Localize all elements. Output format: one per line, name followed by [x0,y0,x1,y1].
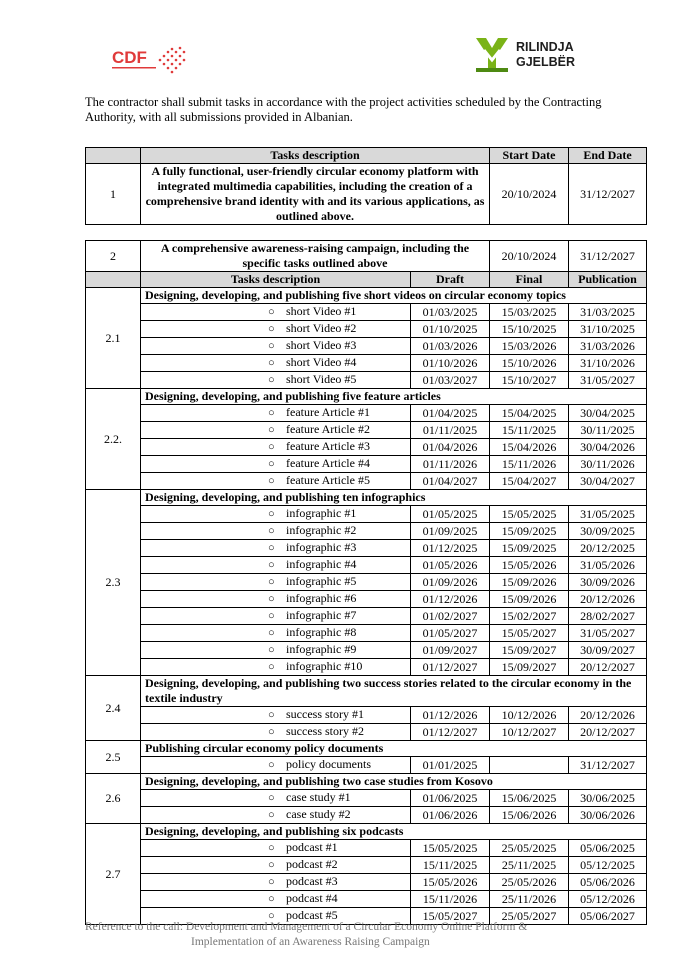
subtask-name: podcast #1 [286,840,338,854]
subtask-final-date [490,757,569,774]
task-group-row [86,490,647,506]
subtask-publication-date: 20/12/2025 [569,540,647,557]
subtask-publication-date: 31/05/2027 [569,625,647,642]
campaign-description: A comprehensive awareness-raising campaign, including the specific tasks outlined above [141,241,490,272]
subtask-row [86,608,647,625]
subtask-name-cell [141,439,411,456]
cdf-logo-text: CDF [112,48,147,67]
subtask-row [86,321,647,338]
subtask-label [268,473,396,489]
bullet-circle-icon: ○ [268,910,275,922]
subtask-row [86,574,647,591]
tasks-table-1 [85,147,647,225]
subtask-label [268,405,396,421]
subtask-row [86,807,647,824]
bullet-circle-icon: ○ [268,424,275,436]
task-group-row [86,774,647,790]
subtask-publication-date: 05/12/2025 [569,857,647,874]
cdf-logo [112,36,192,78]
subtask-label [268,523,396,539]
subtask-publication-date: 20/12/2027 [569,724,647,741]
subtask-name: infographic #1 [286,506,357,520]
subtask-final-date: 15/02/2027 [490,608,569,625]
subtask-draft-date: 01/11/2026 [411,456,490,473]
subtask-label [268,807,396,823]
campaign-number: 2 [86,241,141,272]
subtask-name-cell [141,790,411,807]
subtask-final-date: 15/04/2025 [490,405,569,422]
subtask-row [86,506,647,523]
header-end-date: End Date [569,148,647,164]
bullet-circle-icon: ○ [268,576,275,588]
header-start-date: Start Date [490,148,569,164]
subtask-row [86,540,647,557]
subtask-publication-date: 20/12/2026 [569,591,647,608]
subtask-name-cell [141,874,411,891]
subtask-draft-date: 01/10/2025 [411,321,490,338]
subtask-publication-date: 30/11/2025 [569,422,647,439]
subtask-final-date: 15/06/2026 [490,807,569,824]
subtask-name: case study #2 [286,807,351,821]
subtask-name-cell [141,355,411,372]
bullet-circle-icon: ○ [268,525,275,537]
subtask-name: infographic #9 [286,642,357,656]
subtask-row [86,372,647,389]
subtask-final-date: 15/09/2027 [490,642,569,659]
subtask-name-cell [141,456,411,473]
subtask-publication-date: 31/12/2027 [569,757,647,774]
subtask-publication-date: 30/04/2027 [569,473,647,490]
subtask-publication-date: 31/05/2026 [569,557,647,574]
subtask-draft-date: 01/12/2027 [411,724,490,741]
subtask-label [268,456,396,472]
subtask-publication-date: 28/02/2027 [569,608,647,625]
bullet-circle-icon: ○ [268,627,275,639]
subtask-final-date: 15/05/2026 [490,557,569,574]
subtask-label [268,891,396,907]
subtask-label [268,840,396,856]
bullet-circle-icon: ○ [268,508,275,520]
subtask-label [268,355,396,371]
bullet-circle-icon: ○ [268,407,275,419]
task-group-row [86,676,647,707]
subtask-name: feature Article #2 [286,422,370,436]
subtask-draft-date: 01/12/2025 [411,540,490,557]
subtask-name: success story #2 [286,724,364,738]
subtask-label [268,790,396,806]
subtask-name-cell [141,642,411,659]
bullet-circle-icon: ○ [268,809,275,821]
subtask-name: feature Article #4 [286,456,370,470]
subtask-row [86,338,647,355]
subtask-draft-date: 01/01/2025 [411,757,490,774]
subtask-name-cell [141,625,411,642]
task-group-title: Designing, developing, and publishing six podcasts [141,824,647,840]
subtask-name-cell [141,321,411,338]
subtask-publication-date: 31/03/2026 [569,338,647,355]
header-final: Final [490,272,569,288]
subtask-name: short Video #5 [286,372,357,386]
subtask-label [268,557,396,573]
logo-line-2: GJELBËR [516,55,576,69]
subtask-draft-date: 01/06/2025 [411,790,490,807]
subtask-name: infographic #7 [286,608,357,622]
subtask-final-date: 15/05/2025 [490,506,569,523]
subtask-name-cell [141,304,411,321]
subtask-name-cell [141,840,411,857]
subtask-draft-date: 01/02/2027 [411,608,490,625]
subtask-name-cell [141,473,411,490]
subtask-name: infographic #6 [286,591,357,605]
subtask-row [86,659,647,676]
subtask-draft-date: 15/05/2026 [411,874,490,891]
subtask-name: short Video #3 [286,338,357,352]
subtask-name: infographic #10 [286,659,363,673]
task-group-row [86,288,647,304]
task-description: A fully functional, user-friendly circular economy platform with integrated multimedia capabilities, including the creation of a comprehensive brand identity with and its various applications, as outlined above. [141,164,490,225]
subtask-name-cell [141,659,411,676]
subtask-publication-date: 30/04/2025 [569,405,647,422]
subtask-label [268,574,396,590]
bullet-circle-icon: ○ [268,559,275,571]
task-start-date: 20/10/2024 [490,164,569,225]
subtask-row [86,790,647,807]
subtask-draft-date: 01/12/2026 [411,591,490,608]
subtask-name: success story #1 [286,707,364,721]
subtask-draft-date: 01/12/2026 [411,707,490,724]
subtask-name-cell [141,540,411,557]
subtask-label [268,540,396,556]
subtask-name: infographic #2 [286,523,357,537]
subtask-name-cell [141,574,411,591]
subtask-final-date: 25/05/2026 [490,874,569,891]
subtask-name: feature Article #3 [286,439,370,453]
subtask-draft-date: 01/05/2026 [411,557,490,574]
subtask-publication-date: 05/12/2026 [569,891,647,908]
subtask-draft-date: 01/05/2027 [411,625,490,642]
subtask-label [268,338,396,354]
subtask-label [268,707,396,723]
subtask-draft-date: 15/11/2026 [411,891,490,908]
subtask-publication-date: 31/03/2025 [569,304,647,321]
subtask-draft-date: 01/04/2026 [411,439,490,456]
subtask-name: podcast #2 [286,857,338,871]
subtask-final-date: 25/05/2027 [490,908,569,925]
subtask-final-date: 15/09/2025 [490,540,569,557]
subtask-draft-date: 01/03/2027 [411,372,490,389]
subtask-final-date: 25/05/2025 [490,840,569,857]
subtask-name: infographic #4 [286,557,357,571]
subtask-draft-date: 01/04/2025 [411,405,490,422]
subtask-final-date: 15/09/2026 [490,591,569,608]
task-group-number: 2.1 [86,288,141,389]
bullet-circle-icon: ○ [268,458,275,470]
task-end-date: 31/12/2027 [569,164,647,225]
subtask-publication-date: 30/09/2026 [569,574,647,591]
bullet-circle-icon: ○ [268,593,275,605]
bullet-circle-icon: ○ [268,542,275,554]
subtask-name: short Video #2 [286,321,357,335]
subtask-draft-date: 01/06/2026 [411,807,490,824]
subtask-draft-date: 01/11/2025 [411,422,490,439]
subtask-publication-date: 31/05/2027 [569,372,647,389]
task-group-number: 2.7 [86,824,141,925]
subtask-name-cell [141,707,411,724]
subtask-final-date: 25/11/2026 [490,891,569,908]
footer-line-2: Implementation of an Awareness Raising Campaign [191,936,430,948]
subtask-label [268,659,396,675]
subtask-name: feature Article #1 [286,405,370,419]
tasks-table-2 [85,240,647,925]
subtask-name-cell [141,857,411,874]
bullet-circle-icon: ○ [268,340,275,352]
task-group-number: 2.2. [86,389,141,490]
header-tasks-description: Tasks description [141,272,411,288]
bullet-circle-icon: ○ [268,709,275,721]
subtask-final-date: 15/04/2026 [490,439,569,456]
subtask-row [86,355,647,372]
subtask-label [268,591,396,607]
subtask-label [268,625,396,641]
subtask-label [268,506,396,522]
subtask-name-cell [141,891,411,908]
subtask-row [86,642,647,659]
subtask-name-cell [141,757,411,774]
subtask-final-date: 15/03/2025 [490,304,569,321]
campaign-end-date: 31/12/2027 [569,241,647,272]
subtask-publication-date: 31/05/2025 [569,506,647,523]
subtask-final-date: 15/11/2025 [490,422,569,439]
subtask-draft-date: 01/10/2026 [411,355,490,372]
subtask-name: feature Article #5 [286,473,370,487]
subtask-publication-date: 05/06/2026 [569,874,647,891]
subtask-final-date: 15/10/2025 [490,321,569,338]
footer-line-1: Reference to the call: Development and Management of a Circular Economy Online Platform & [85,921,528,933]
subtask-final-date: 15/03/2026 [490,338,569,355]
subtask-publication-date: 30/06/2025 [569,790,647,807]
campaign-start-date: 20/10/2024 [490,241,569,272]
subtask-publication-date: 31/10/2025 [569,321,647,338]
task-group-title: Designing, developing, and publishing five feature articles [141,389,647,405]
subtask-name: case study #1 [286,790,351,804]
subtask-final-date: 15/09/2025 [490,523,569,540]
subtask-name-cell [141,422,411,439]
subtask-final-date: 15/09/2026 [490,574,569,591]
task-group-title: Designing, developing, and publishing five short videos on circular economy topics [141,288,647,304]
subtask-row [86,591,647,608]
subtask-publication-date: 05/06/2027 [569,908,647,925]
intro-paragraph: The contractor shall submit tasks in accordance with the project activities scheduled by the Contracting Authority, with all submissions provided in Albanian. [85,95,602,124]
subtask-publication-date: 20/12/2027 [569,659,647,676]
subtask-label [268,857,396,873]
task-group-number: 2.6 [86,774,141,824]
subtask-draft-date: 01/05/2025 [411,506,490,523]
subtask-final-date: 15/10/2026 [490,355,569,372]
bullet-circle-icon: ○ [268,893,275,905]
subtask-row [86,439,647,456]
subtask-name-cell [141,557,411,574]
bullet-circle-icon: ○ [268,441,275,453]
subtask-label [268,757,396,773]
subtask-row [86,523,647,540]
subtask-row [86,874,647,891]
subtask-name-cell [141,807,411,824]
subtask-publication-date: 30/09/2025 [569,523,647,540]
subtask-name-cell [141,506,411,523]
subtask-row [86,557,647,574]
subtask-publication-date: 30/04/2026 [569,439,647,456]
campaign-header-row [86,272,647,288]
bullet-circle-icon: ○ [268,759,275,771]
subtask-row [86,422,647,439]
subtask-final-date: 15/09/2027 [490,659,569,676]
subtask-row [86,857,647,874]
subtask-publication-date: 05/06/2025 [569,840,647,857]
task-group-number: 2.3 [86,490,141,676]
subtask-name: short Video #4 [286,355,357,369]
subtask-draft-date: 15/05/2027 [411,908,490,925]
task-group-title: Designing, developing, and publishing two case studies from Kosovo [141,774,647,790]
subtask-final-date: 15/11/2026 [490,456,569,473]
subtask-row [86,625,647,642]
header-publication: Publication [569,272,647,288]
bullet-circle-icon: ○ [268,374,275,386]
subtask-final-date: 15/06/2025 [490,790,569,807]
subtask-draft-date: 01/03/2026 [411,338,490,355]
task-group-title: Designing, developing, and publishing ten infographics [141,490,647,506]
subtask-draft-date: 01/04/2027 [411,473,490,490]
subtask-draft-date: 01/09/2027 [411,642,490,659]
header-draft: Draft [411,272,490,288]
subtask-name-cell [141,523,411,540]
subtask-name: infographic #5 [286,574,357,588]
task-group-number: 2.5 [86,741,141,774]
subtask-row [86,473,647,490]
campaign-row [86,241,647,272]
subtask-row [86,456,647,473]
subtask-publication-date: 31/10/2026 [569,355,647,372]
subtask-final-date: 15/10/2027 [490,372,569,389]
bullet-circle-icon: ○ [268,726,275,738]
subtask-row [86,891,647,908]
subtask-name: short Video #1 [286,304,357,318]
subtask-name-cell [141,591,411,608]
bullet-circle-icon: ○ [268,876,275,888]
task-group-number: 2.4 [86,676,141,741]
header-blank [86,272,141,288]
bullet-circle-icon: ○ [268,859,275,871]
task-number: 1 [86,164,141,225]
subtask-draft-date: 01/12/2027 [411,659,490,676]
subtask-name: podcast #4 [286,891,338,905]
subtask-name-cell [141,338,411,355]
task-group-row [86,741,647,757]
task-group-row [86,824,647,840]
subtask-label [268,439,396,455]
task-group-title: Publishing circular economy policy documents [141,741,647,757]
subtask-final-date: 10/12/2027 [490,724,569,741]
subtask-row [86,840,647,857]
rilindja-gjelber-logo-text [516,40,575,70]
subtask-final-date: 15/05/2027 [490,625,569,642]
subtask-row [86,724,647,741]
task-group-row [86,389,647,405]
subtask-name-cell [141,724,411,741]
subtask-final-date: 15/04/2027 [490,473,569,490]
subtask-name-cell [141,608,411,625]
subtask-draft-date: 15/05/2025 [411,840,490,857]
subtask-publication-date: 30/06/2026 [569,807,647,824]
subtask-draft-date: 01/09/2026 [411,574,490,591]
subtask-name: podcast #3 [286,874,338,888]
bullet-circle-icon: ○ [268,842,275,854]
bullet-circle-icon: ○ [268,792,275,804]
subtask-row [86,304,647,321]
subtask-publication-date: 30/11/2026 [569,456,647,473]
subtask-draft-date: 01/09/2025 [411,523,490,540]
logo-line-1: RILINDJA [516,40,574,54]
bullet-circle-icon: ○ [268,475,275,487]
subtask-label [268,321,396,337]
bullet-circle-icon: ○ [268,323,275,335]
task-group-title: Designing, developing, and publishing two success stories related to the circular economy in the textile industry [141,676,647,707]
subtask-label [268,724,396,740]
subtask-label [268,642,396,658]
subtask-label [268,372,396,388]
subtask-label [268,608,396,624]
subtask-name-cell [141,405,411,422]
subtask-label [268,422,396,438]
subtask-name: infographic #3 [286,540,357,554]
subtask-final-date: 10/12/2026 [490,707,569,724]
header-tasks-description: Tasks description [141,148,490,164]
subtask-publication-date: 30/09/2027 [569,642,647,659]
subtask-row [86,707,647,724]
subtask-name: podcast #5 [286,908,338,922]
subtask-label [268,304,396,320]
subtask-name-cell [141,372,411,389]
bullet-circle-icon: ○ [268,610,275,622]
subtask-row [86,405,647,422]
subtask-label [268,874,396,890]
subtask-draft-date: 15/11/2025 [411,857,490,874]
subtask-name: policy documents [286,757,371,771]
bullet-circle-icon: ○ [268,661,275,673]
header-blank [86,148,141,164]
subtask-row [86,757,647,774]
subtask-final-date: 25/11/2025 [490,857,569,874]
bullet-circle-icon: ○ [268,306,275,318]
subtask-draft-date: 01/03/2025 [411,304,490,321]
bullet-circle-icon: ○ [268,644,275,656]
subtask-name: infographic #8 [286,625,357,639]
subtask-publication-date: 20/12/2026 [569,707,647,724]
bullet-circle-icon: ○ [268,357,275,369]
footer-reference [85,920,527,950]
